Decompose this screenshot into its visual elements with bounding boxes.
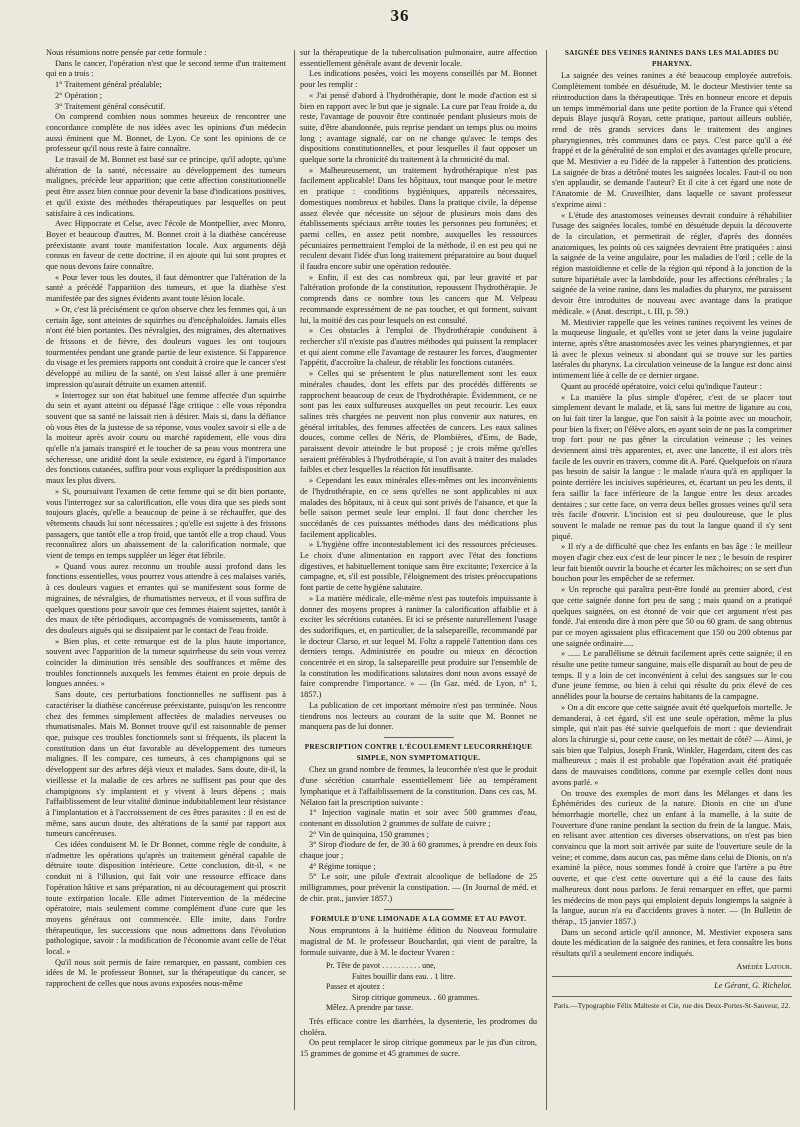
paragraph: « Pour lever tous les doutes, il faut démontrer que l'altération de la santé a précédé l'apparition des tumeurs, et que la diathèse s'est manifestée par des signes évidents avant toute lésion locale. <box>46 272 286 304</box>
prescription-line: Faites bouillir dans eau. . 1 litre. <box>352 971 456 981</box>
footer-divider <box>552 976 792 977</box>
paragraph: Nous résumions notre pensée par cette formule : <box>46 48 207 57</box>
paragraph: » Un reproche qui paraîtra peut-être fondé au premier abord, c'est que cette saignée donne fort peu de sang ; mais quand on a pratiqué quelques saignées, on est étonné de voir que cet argument n'est pas fondé. J'ai entendu dire à mon père que 50 ou 60 gram. de sang obtenus par ce moyen agissaient plus efficacement que 150 ou 200 obtenus par une saignée ordinaire..... <box>552 585 792 648</box>
column-right <box>552 48 792 1120</box>
paragraph: On peut remplacer le sirop citrique gommeux par le jus d'un citron, 15 grammes de gomme et 45 grammes de sucre. <box>300 1038 537 1058</box>
column-left <box>46 48 286 1120</box>
paragraph: « J'ai pensé d'abord à l'hydrothérapie, dont le mode d'action est si bien en rapport avec le but que je signale. La cure par l'eau froide a, du reste, l'avantage de pouvoir être continuée pendant plusieurs mois de suite, d'être abandonnée, puis reprise pendant un temps plus ou moins long ; avantage signalé, car on ne change qu'avec le temps des dispositions constitutionnelles, et pour lesquelles il faut opposer un quelque sorte la chronicité du traitement à la chronicité du mal. <box>300 90 537 165</box>
paragraph: » Ces obstacles à l'emploi de l'hydrothérapie conduisent à rechercher s'il n'existe pas d'autres méthodes qui puissent la remplacer et qui aient comme elle l'avantage de restaurer les forces, d'augmenter l'appétit, d'accroître la chaleur, de rétablir les fonctions cutanées. <box>300 326 537 368</box>
paragraph: Sans doute, ces perturbations fonctionnelles ne suffisent pas à caractériser la diathèse cancéreuse préexistante, puisqu'on les rencontre chez des femmes simplement affectées de maladies nerveuses ou rhumatismales. Mais M. Bonnet trouve qu'il est raisonnable de penser que, puisque ces troubles fonctionnels sont si fréquents, ils placent la constitution dans un état favorable au développement des tumeurs malignes. Il les compare, ces tumeurs, à ces champignons qui se développent sur des arbres déjà vieux et malades. Sans doute, dit-il, la vieillesse et la maladie de ces arbres ne suffisent pas pour que des champignons s'y implantent et y vivent à leurs dépens ; mais l'affaiblissement de leur vitalité diminue indubitablement leur résistance à l'implantation et à l'accroissement de ces êtres parasites : il en est de même, sans aucun doute, des altérations de la santé par rapport aux tumeurs cancéreuses. <box>46 690 286 839</box>
paragraph: » Or, c'est là précisément ce qu'on observe chez les femmes qui, à un certain âge, sont atteintes de squirrhes ou d'encéphaloïdes. Jamais elles n'ont été bien portantes. Des névralgies, des migraines, des alternatives de frissons et de fièvre, des douleurs vagues les ont toujours tourmentées pendant une grande partie de leur existence. Si l'apparence du visage et les premiers rapports ont conduit à croire que le cancer s'est développé au milieu de la santé, on s'est laissé aller à une première impression qu'aurait détruite un examen attentif. <box>46 304 286 389</box>
paragraph: Dans le cancer, l'opération n'est que le second terme d'un traitement qui en a trois : <box>46 58 286 79</box>
paragraph: La publication de cet important mémoire n'est pas terminée. Nous tiendrons nos lecteurs au courant de la suite que M. Bonnet ne manquera pas de lui donner. <box>300 700 537 732</box>
paragraph: Dans un second article qu'il annonce, M. Mestivier exposera sans doute les médication de la saignée des ranines, et fera connaître les bons résultats qu'il a seulement encore indiqués. <box>552 927 792 959</box>
column-divider <box>546 50 547 1110</box>
paragraph: Les indications posées, voici les moyens conseillés par M. Bonnet pour les remplir : <box>300 69 537 90</box>
list-item: 3° Traitement général consécutif. <box>55 101 166 111</box>
section-heading-limonade: FORMULE D'UNE LIMONADE A LA GOMME ET AU PAVOT. <box>310 914 527 923</box>
prescription-line: Pr. Tête de pavot . . . . . . . . . . une, <box>326 961 436 971</box>
paragraph: Nous empruntons à la huitième édition du Nouveau formulaire magistral de M. le professeur Bouchardat, qui vient de paraître, la formule suivante, due à M. le docteur Yvaren : <box>300 926 537 957</box>
paragraph: » L'hygiène offre incontestablement ici des ressources précieuses. Le choix d'une alimentation en rapport avec l'état des fonctions digestives, et habituellement tonique sans être excitante; l'exercice à la campagne, et, s'il est possible, l'éloignement des tristes préoccupations font partie de cette hygiène salutaire. <box>300 540 537 593</box>
paragraph: On comprend combien nous sommes heureux de rencontrer une concordance complète de nos idées avec les opinions d'un médecin aussi éminent que M. Bonnet, de Lyon. Ce sont les opinions de ce professeur qu'il nous reste à faire connaître. <box>46 112 286 154</box>
prescription-line: Passez et ajoutez : <box>326 982 385 992</box>
paragraph: » ...... Le parallélisme se détruit facilement après cette saignée; il en résulte une petite tumeur sanguine, mais elle disparaît au bout de peu de temps. Il y a loin de cet inconvénient à celui des sangsues sur le cou d'une jeune femme, ou bien à celui qui résulte du prix élevé de ces annélides pour la bourse de certains habitants de la campagne. <box>552 649 792 702</box>
paragraph: » Si, poursuivant l'examen de cette femme qui se dit bien portante, vous l'interrogez sur sa calorification, elle vous dira que ses pieds sont toujours glacés, qu'elle a beaucoup de peine à se réchauffer, que des vêtements chauds lui sont nécessaires ; qu'elle est sujette à des frissons passagers, que tantôt elle a trop froid, que tantôt elle a trop chaud. Vous reconnaîtrez alors un abaissement de la calorification normale, que vient de temps en temps suppléer un léger état fébrile. <box>46 486 286 561</box>
column-middle <box>300 48 537 1120</box>
paragraph: « La manière la plus simple d'opérer, c'est de se placer tout simplement devant le malade, et là, sans lui mettre de ligature au cou, on lui fait tirer la langue, que l'on saisit à la pointe avec un mouchoir, pour bien la fixer; on l'élève alors, en ayant soin de ne pas la comprimer trop fort pour ne pas gêner la circulation veineuse ; les veines deviennent ainsi très apparentes, et, avec une lancette, il est alors très facile de les ouvrir en travers, comme dit A. Paré. Quelquefois on n'aura pas besoin de saisir la langue : le malade n'aura qu'à en appliquer la pointe derrière les incisives supérieures, et, écartant un peu les dents, il fera saillir la face inférieure de la langue entre les deux arcades dentaires ; sur cette face, on verra deux belles grosses veines qu'il sera très facile d'ouvrir. L'incision est si peu douloureuse, que le plus souvent le malade ne remue pas du tout la langue quand il s'y sent piqué. <box>552 392 792 541</box>
section-heading-saignee: SAIGNÉE DES VEINES RANINES DANS LES MALADIES DU PHARYNX. <box>564 49 780 68</box>
paragraph: « L'étude des anastomoses veineuses devrait conduire à réhabiliter l'usage des saignées locales, tombé en désuétude depuis la découverte de la circulation, et permettrait de régler, d'après des données anatomiques, les points où ces saignées devraient être pratiquées : ainsi la saignée de la veine angulaire, pour les maladies de l'œil ; celle de la région mastoïdienne et celle de la région qui répond à la jonction de la suture bipariétale avec la lambdoïde, pour les affections cérébrales ; la saignée de la veine ranine, dans les maladies du pharynx, me paraissent devoir être introduites de nouveau avec avantage dans la pratique médicale. » (Anat. descript., t. III, p. 59.) <box>552 210 792 316</box>
paragraph: On trouve des exemples de mort dans les Mélanges et dans les Éphémérides des curieux de la nature. Dionis en cite un d'une hémorrhagie mortelle, chez un enfant à la mamelle, à la suite de l'ouverture d'une ranine pendant la section du frein de la langue. Mais, en relisant avec attention ces diverses observations, on n'est pas bien convaincu que la mort soit arrivée par suite de l'ouverture seule de la veine; et comme, dans aucun cas, pas même dans celui de Dionis, on n'a examiné la pièce, nous sommes fondé à croire que l'artère a pu être ouverte, et que c'est cette ouverture qui a été la cause des faits malheureux dont nous parlons. Je ferai remarquer en effet, que parmi les médecins de mon pays qui emploient depuis longtemps la saignée à la langue, aucun n'a eu d'accidents graves à noter. — (In Bulletin de thérap., 15 janvier 1857.) <box>552 788 792 926</box>
paragraph: » Quand vous aurez reconnu un trouble aussi profond dans les fonctions essentielles, vous pourrez vous attendre à ces malaises variés, à ces douleurs vagues et errantes qui se manifestent sous forme de migraines, de névralgies, de rhumatismes nerveux, et il vous suffira de quelques questions pour savoir que ces femmes étaient sujettes, tantôt à des maux de tête périodiques, accompagnés de vomissements, tantôt à des douleurs aiguës qui se dissipaient par le contact de l'eau froide. <box>46 561 286 635</box>
paragraph: » Interrogez sur son état habituel une femme affectée d'un squirrhe du sein et ayant atteint ou dépassé l'âge critique : elle vous répondra souvent que sa santé ne laissait rien à désirer. Mais si, dans la défiance où vous êtes de la justesse de sa réponse, vous voulez savoir si elle a de la moiteur après avoir couru ou marché rapidement, elle vous dira qu'elle n'a jamais transpiré et le toucher de sa peau vous montrera une sécheresse, une aridité dont la seule existence, eu égard à l'importance des fonctions cutanées, suffira pour vous expliquer la prédisposition aux maux les plus divers. <box>46 390 286 486</box>
paragraph: » La matière médicale, elle-même n'est pas toutefois impuissante à donner des moyens propres à ranimer la calorification affaiblie et à exciter les sécrétions cutanées. Et ici se présente naturellement l'usage des sudorifiques, et, en particulier, de la salsepareille, recommandé par le docteur Clarso, et sur lequel M. Foltz a rappelé l'attention dans ces derniers temps. Administrée en poudre ou mieux en décoction concentrée et en sirop, la salsepareille peut produire sur l'ensemble de la constitution les modifications salutaires dont nous avons essayé de faire comprendre l'importance. » — (In Gaz. méd. de Lyon, n° 1, 1857.) <box>300 593 537 700</box>
list-item: 1° Traitement général préalable; <box>55 80 162 90</box>
printer-imprint: Paris.—Typographie Félix Malteste et Cie, rue des Deux-Portes-St-Sauveur, 22. <box>553 1001 791 1011</box>
prescription-block <box>326 961 537 1014</box>
paragraph: » Celles qui se présentent le plus naturellement sont les eaux minérales chaudes, dont les effets par des procédés différents se rapprochent beaucoup de ceux de l'hydrothérapie. Évidemment, ce ne sont pas les eaux sulfureuses auxquelles on peut recourir. Les eaux salines très chargées ne peuvent non plus convenir aux natures, en général irritables, des femmes affectées de cancers. Les eaux salines douces, comme celles de Néris, de Plombières, d'Ems, de Bade, paraissent devoir atteindre le but proposé ; je crois même qu'elles seraient préférables à l'hydrothérapie, si l'on avait à traiter des malades faibles et chez lesquelles la réaction fût insuffisante. <box>300 369 537 475</box>
paragraph: Le travail de M. Bonnet est basé sur ce principe, qu'il adopte, qu'une altération de la santé, nécessaire au développement des tumeurs malignes, précède leur apparition; que cette affection constitutionnelle peut être assez bien connue pour devenir la base d'indications positives, et qu'il existe des méthodes thérapeutiques par lesquelles on peut satisfaire à ces indications. <box>46 155 286 218</box>
paragraph: M. Mestivier rappelle que les veines ranines reçoivent les veines de la muqueuse linguale, et qu'elles vont se jeter dans la veine jugulaire interne, après s'être anastomosées avec les veines pharyngiennes, et par là avec le plexus veineux si abondant qui se trouve sur les parties latérales du pharynx. La circulation veineuse de la langue est donc ainsi intimement liée à celle de ce dernier organe. <box>552 317 792 381</box>
paragraph: » Bien plus, et cette remarque est de la plus haute importance, souvent avec l'apparition de la tumeur squirrheuse du sein vous verrez coïncider la diminution très sensible des souffrances et même des troubles fonctionnels auxquels les femmes étaient en proie depuis de longues années. » <box>46 636 286 689</box>
paragraph: Quant au procédé opératoire, voici celui qu'indique l'auteur : <box>561 381 762 391</box>
page-number: 36 <box>390 6 410 25</box>
prescription-line: Mêlez. A prendre par tasse. <box>326 1003 414 1013</box>
paragraph: Très efficace contre les diarrhées, la dysenterie, les prodromes du choléra. <box>300 1016 537 1037</box>
paragraph: Qu'il nous soit permis de faire remarquer, en passant, combien ces idées de M. le professeur Bonnet, sur la thérapeutique du cancer, se rapprochent de celles que nous avons exposées nous-même <box>46 957 286 989</box>
paragraph: La saignée des veines ranines a été beaucoup employée autrefois. Complètement tombée en désuétude, M. le docteur Mestivier tente sa réintroduction dans la thérapeutique. Très en honneur encore et depuis un temps immémorial dans une petite portion de la France qui s'étend depuis Blaye jusqu'à Royan, cette pratique, partout ailleurs oubliée, rend de très grands services dans le traitement des angines pharyngiennes, très communes dans ce pays. C'est parce qu'il a été frappé et de la généralité de son emploi et des avantages qu'elle procure, que M. Mestivier a eu l'idée de la rappeler à l'attention des praticiens. La saignée de bras a détrôné toutes les saignées locales. Faut-il ou non s'en applaudir, se demande l'auteur? Et il cite à cet égard une note de l'Anatomie de M. Cruveilhier, dans laquelle ce savant professeur s'exprime ainsi : <box>552 71 792 209</box>
paragraph: » On a dit encore que cette saignée avait été quelquefois mortelle. Je demanderai, à cet égard, s'il est une seule opération, même la plus simple, qui n'ait pas été suivie quelquefois de mort : que deviendrait alors la chirurgie si, pour cette cause, on les mettait de côté? — Ainsi, je sais bien que Tulpius, Joseph Frank, Winkler, Hagerdam, citent des cas malheureux ; mais il est probable que l'opération avait été pratiquée dans de mauvaises conditions, comme par exemple celles dont nous avons parlé. » <box>552 702 792 787</box>
paragraph: » Malheureusement, un traitement hydrothérapique n'est pas facilement applicable! Dans les hôpitaux, tout manque pour le mettre en pratique : conditions hygiéniques, appareils nécessaires, domestiques nombreux et habiles. Dans la pratique civile, la dépense assez élevée que nécessite un séjour de plusieurs mois dans des établissements spéciaux arrête toutes les personnes peu fortunées; et parmi celles, en assez petit nombre, auxquelles les ressources pécuniaires permettraient l'emploi de la méthode, il en est peu qui ne reculent devant l'idée d'un long traitement préparatoire au bout duquel il faudra encore subir une opération redoutée. <box>300 165 537 272</box>
paragraph: Avec Hippocrate et Celse, avec l'école de Montpellier, avec Monro, Boyer et beaucoup d'autres, M. Bonnet croit à la diathèse cancéreuse préexistante avant toute manifestation locale. Aux arguments déjà connus en faveur de cette doctrine, il en ajoute qui lui sont propres et que nous devons faire connaître. <box>46 219 286 272</box>
list-item: 2° Vin de quinquina, 150 grammes ; <box>309 829 429 839</box>
gerant-line: Le Gérant, G. Richelot. <box>714 981 792 991</box>
paragraph: Chez un grand nombre de femmes, la leucorrhée n'est que le produit d'une sécrétion catarrhale essentiellement liée au tempérament lymphatique et à l'affaiblissement de la constitution. Dans ces cas, M. Nélaton fait la prescription suivante : <box>300 765 537 807</box>
author-signature: Amédée Latour. <box>736 961 792 971</box>
list-item: 5° Le soir, une pilule d'extrait alcoolique de belladone de 25 milligrammes, pour prévenir la constipation. — (In Journal de méd. et de chir. prat., janvier 1857.) <box>300 872 537 903</box>
section-divider <box>384 737 454 738</box>
list-item: 1° Injection vaginale matin et soir avec 500 grammes d'eau, contenant en dissolution 2 grammes de sulfate de cuivre ; <box>300 808 537 828</box>
prescription-line: Sirop citrique gommeux. . 60 grammes. <box>352 992 480 1002</box>
list-item: 2° Opération ; <box>55 90 103 100</box>
section-heading-leucorrhee: PRESCRIPTION CONTRE L'ÉCOULEMENT LEUCORRHÉIQUE SIMPLE, NON SYMPTOMATIQUE. <box>304 743 533 762</box>
list-item: 3° Sirop d'iodure de fer, de 30 à 60 grammes, à prendre en deux fois chaque jour ; <box>300 840 537 861</box>
column-divider <box>294 50 295 1110</box>
footer-divider <box>552 996 792 997</box>
section-divider <box>384 909 454 910</box>
paragraph: » Enfin, il est des cas nombreux qui, par leur gravité et par l'altération profonde de la constitution, repoussent l'hydrothérapie. Je comprends dans ce nombre tous les cancers que M. Velpeau recommande expressément de ne pas toucher, et qui forment, suivant lui, la moitié des cas pour lesquels on est consulté. <box>300 272 537 325</box>
paragraph: » Cependant les eaux minérales elles-mêmes ont les inconvénients de l'hydrothérapie, en ce sens qu'elles ne sont applicables ni aux malades des hôpitaux, ni à ceux qui sont privés de l'aisance, et que la belle saison permet seule leur emploi. Il faut donc chercher les succédanés de ces puissantes méthodes dans des médications plus facilement applicables. <box>300 476 537 539</box>
paragraph: Ces idées conduisent M. le Dr Bonnet, comme règle de conduite, à n'admettre les opérations qu'après un traitement général capable de détruire toute disposition intérieure. Cette conclusion, dit-il, « ne conduit ni à l'illusion, qui fait voir une ressource efficace dans l'opération hâtive et sans préparation, ni au découragement qui proscrit toute extirpation locale. Elle admet l'intervention de la médecine opératoire, mais seulement comme complément d'une cure que les moyens généraux ont commencée. Elle imite, dans l'ordre thérapeutique, les successions que nous admettons dans l'évolution pathologique, savoir : la modification de l'économie avant celle de l'état local. » <box>46 840 286 957</box>
paragraph: » Il n'y a de difficulté que chez les enfants en bas âge : le meilleur moyen d'agir chez eux c'est de leur pincer le nez ; le besoin de respirer leur fait bientôt ouvrir la bouche et écarter les mâchoires; on se sert d'un bouchon pour les empêcher de se refermer. <box>552 542 792 584</box>
paragraph: sur la thérapeutique de la tuberculisation pulmonaire, autre affection essentiellement générale avant de devenir locale. <box>300 48 537 68</box>
list-item: 4° Régime tonique ; <box>309 861 376 871</box>
